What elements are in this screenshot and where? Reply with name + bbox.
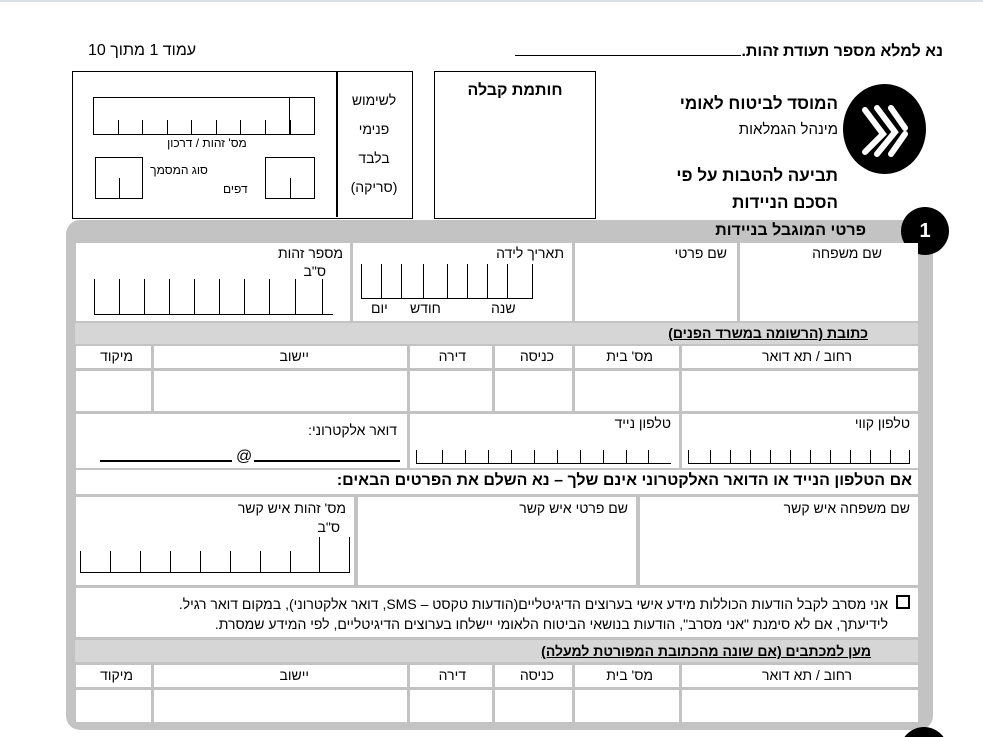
mail-street-label: רחוב / תא דואר: [762, 667, 852, 683]
city-header: [154, 346, 407, 368]
org-name: המוסד לביטוח לאומי: [679, 94, 838, 113]
contact-first-name-field[interactable]: [358, 497, 636, 585]
check-digit-label: ס"ב: [303, 263, 326, 279]
id-number-field[interactable]: [76, 243, 350, 321]
birth-day-label: יום: [371, 300, 388, 316]
form-title: [620, 162, 838, 216]
mail-zip-label: מיקוד: [100, 667, 133, 683]
id-number-boxes[interactable]: [94, 279, 333, 315]
contact-first-name-label: שם פרטי איש קשר: [519, 500, 628, 516]
consent-text: [76, 594, 888, 634]
email-field[interactable]: [76, 414, 407, 468]
mail-zip-header: [76, 665, 151, 687]
fill-id-blank[interactable]: [515, 42, 741, 56]
pages-label: דפים: [223, 182, 248, 196]
contact-id-field[interactable]: [76, 497, 354, 585]
city-label: יישוב: [279, 348, 309, 364]
email-domain-line[interactable]: [100, 460, 232, 462]
last-name-field[interactable]: [740, 243, 918, 321]
page-number: עמוד 1 מתוך 10: [88, 42, 197, 59]
apartment-label: דירה: [438, 348, 466, 364]
mail-apartment-label: דירה: [438, 667, 466, 683]
contact-last-name-label: שם משפחה איש קשר: [783, 500, 910, 516]
consent-row: [76, 588, 918, 637]
internal-id-label: מס' זהות / דרכון: [167, 136, 247, 150]
mail-apartment-header: [410, 665, 492, 687]
mail-city-label: יישוב: [279, 667, 309, 683]
birth-date-field[interactable]: [353, 243, 572, 321]
checkbox-icon[interactable]: [896, 595, 910, 609]
landline-boxes[interactable]: [688, 434, 910, 464]
internal-divider: [336, 72, 338, 217]
mail-band: [75, 640, 918, 662]
mail-street-input[interactable]: [682, 690, 918, 722]
doc-type-field[interactable]: [95, 157, 143, 199]
mobile-field[interactable]: [410, 414, 679, 468]
email-user-line[interactable]: [254, 460, 400, 462]
mail-house-no-header: [575, 665, 679, 687]
pages-field[interactable]: [265, 157, 315, 199]
mail-city-input[interactable]: [154, 690, 407, 722]
mail-entrance-header: [495, 665, 572, 687]
house-no-header: [575, 346, 679, 368]
city-input[interactable]: [154, 371, 407, 411]
mobile-label: טלפון נייד: [614, 415, 671, 431]
mail-title: מען למכתבים (אם שונה מהכתובת המפורטת למעלה): [541, 643, 871, 659]
mobile-boxes[interactable]: [416, 434, 671, 464]
doc-type-label: סוג המסמך: [150, 163, 208, 177]
birth-date-label: תאריך לידה: [496, 245, 564, 261]
menorah-logo-icon: [843, 84, 926, 174]
apartment-header: [410, 346, 492, 368]
address-band: [75, 323, 918, 344]
form-title-line1: תביעה להטבות על פי: [676, 166, 838, 185]
first-name-field[interactable]: [575, 243, 737, 321]
fill-id-instruction[interactable]: [488, 42, 943, 61]
org-dept: מינהל הגמלאות: [738, 121, 838, 138]
mail-entrance-input[interactable]: [495, 690, 572, 722]
entrance-input[interactable]: [495, 371, 572, 411]
form-title-line2: הסכם הניידות: [732, 193, 838, 212]
consent-line2: לידיעתך, אם לא סימנת "אני מסרב", הודעות בנושאי הביטוח הלאומי יישלחו בערוצים הדיגיטליים, לפי המידע שמסרת.: [214, 616, 888, 632]
zip-label: מיקוד: [100, 348, 133, 364]
street-input[interactable]: [682, 371, 918, 411]
mail-street-header: [682, 665, 918, 687]
internal-use-box: [72, 71, 413, 219]
last-name-label: שם משפחה: [812, 245, 882, 261]
internal-use-line: (סריקה): [350, 179, 398, 195]
internal-id-field[interactable]: [93, 97, 315, 135]
apartment-input[interactable]: [410, 371, 492, 411]
mail-apartment-input[interactable]: [410, 690, 492, 722]
fill-id-label: נא למלא מספר תעודת זהות.: [741, 43, 943, 60]
first-name-label: שם פרטי: [674, 245, 727, 261]
address-title: כתובת (הרשומה במשרד הפנים): [668, 325, 868, 341]
contact-note: אם הטלפון הנייד או הדואר האלקטרוני אינם שלך – נא השלם את הפרטים הבאים:: [336, 472, 912, 489]
mail-city-header: [154, 665, 407, 687]
zip-header: [76, 346, 151, 368]
entrance-label: כניסה: [519, 348, 554, 364]
mail-house-no-input[interactable]: [575, 690, 679, 722]
street-label: רחוב / תא דואר: [762, 348, 852, 364]
house-no-input[interactable]: [575, 371, 679, 411]
stamp-label: חותמת קבלה: [467, 82, 563, 99]
landline-label: טלפון קווי: [854, 415, 910, 431]
birth-year-label: שנה: [491, 300, 516, 316]
zip-input[interactable]: [76, 371, 151, 411]
consent-line1: אני מסרב לקבל הודעות הכוללות מידע אישי בערוצים הדיגיטליים(הודעות טקסט – SMS, דואר אלקטרוני), במקום דואר רגיל.: [178, 596, 888, 612]
section-title: פרטי המוגבל בניידות: [715, 222, 866, 239]
entrance-header: [495, 346, 572, 368]
landline-field[interactable]: [682, 414, 918, 468]
contact-check-digit-label: ס"ב: [317, 519, 340, 535]
internal-use-label: [344, 86, 404, 202]
mail-entrance-label: כניסה: [519, 667, 554, 683]
internal-use-line: פנימי: [358, 121, 390, 137]
birth-date-boxes[interactable]: [361, 264, 533, 299]
top-border: [0, 0, 983, 2]
mail-zip-input[interactable]: [76, 690, 151, 722]
house-no-label: מס' בית: [606, 348, 653, 364]
id-number-label: מספר זהות: [278, 245, 343, 261]
email-at-sign: @: [236, 448, 253, 465]
contact-id-boxes[interactable]: [80, 537, 350, 573]
mail-house-no-label: מס' בית: [606, 667, 653, 683]
contact-note-row: [76, 470, 918, 494]
internal-use-line: לשימוש: [351, 92, 397, 108]
contact-last-name-field[interactable]: [640, 497, 918, 585]
contact-id-label: מס' זהות איש קשר: [237, 500, 346, 516]
receipt-stamp-box: [434, 71, 596, 219]
email-label: דואר אלקטרוני:: [308, 422, 397, 438]
birth-month-label: חודש: [410, 300, 441, 316]
street-header: [682, 346, 918, 368]
internal-use-line: בלבד: [358, 150, 390, 166]
section-number-badge: 1: [901, 207, 949, 255]
